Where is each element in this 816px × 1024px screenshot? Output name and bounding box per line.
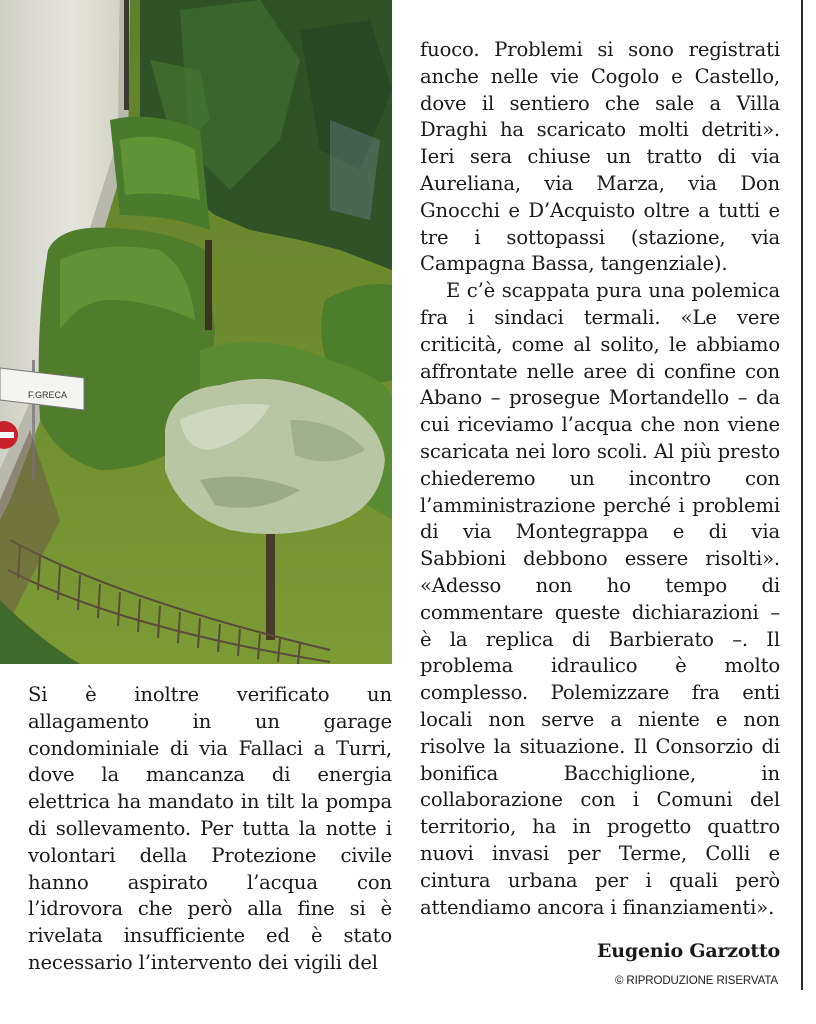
article-paragraph: E c’è scappata pura una polemica fra i sindaci termali. «Le vere criticità, come al solito, le abbiamo affrontate nelle aree di confine con Abano – prosegue Mortandello – da cui riceviamo l’acqua che non viene scaricata nei loro scoli. Al più presto chiederemo un incontro con l’amministrazione perché i problemi di via Montegrappa e di via Sabbioni debbono essere risolti». «Adesso non ho tempo di commentare queste dichiarazioni – è la replica di Barbierato –. Il problema idraulico è molto complesso. Polemizzare fra enti locali non serve a niente e non risolve la situazione. Il Consorzio di bonifica Bacchiglione, in collaborazione con i Comuni del territorio, ha in progetto quattro nuovi invasi per Terme, Colli e cintura urbana per i quali però attendiamo ancora i finanziamenti». [420,279,780,919]
article-photo [0,0,392,664]
left-column [28,682,392,977]
article-paragraph: fuoco. Problemi si sono registrati anche nelle vie Cogolo e Castello, dove il sentiero che sale a Villa Draghi ha scaricato molti detriti». Ieri sera chiuse un tratto di via Aureliana, via Marza, via Don Gnocchi e D’Acquisto oltre a tutti e tre i sottopassi (stazione, via Campagna Bassa, tangenziale). [420,38,780,276]
author-byline: Eugenio Garzotto [596,940,780,962]
column-divider [801,0,803,990]
copyright-notice: © RIPRODUZIONE RISERVATA [614,975,778,987]
article-paragraph: Si è inoltre verificato un allagamento in un garage condominiale di via Fallaci a Turri, dove la mancanza di energia elettrica ha mandato in tilt la pompa di sollevamento. Per tutta la notte i volontari della Protezione civile hanno aspirato l’acqua con l’idrovora che però alla fine si è rivelata insufficiente ed è stato necessario l’intervento dei vigili del [28,683,392,974]
right-column [420,37,780,921]
street-sign-text: F.GRECA [28,390,68,400]
